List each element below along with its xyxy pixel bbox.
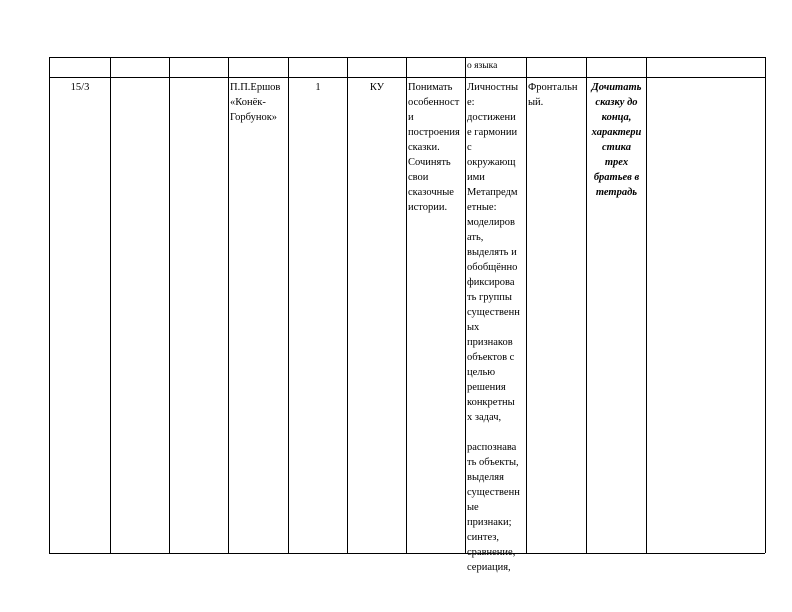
lesson-hours: 1 <box>315 82 321 93</box>
lesson-number: 15/3 <box>70 82 90 93</box>
column-border-0 <box>49 57 50 553</box>
lesson-topic: П.П.Ершов «Конёк- Горбунок» <box>230 82 281 123</box>
universal-learning-actions: Личностны е: достижени е гармонии с окружающ ими Метапредм етные: моделиров ать, выделять и обобщённо фиксирова ть группы существенн ых признаков объектов с целью решения конкретны х задач, распознава ть объекты, выделяя существенн ые признаки; синтез, сравнение, сериация, <box>467 82 520 573</box>
homework: Дочитать сказку до конца, характери стика трех братьев в тетрадь <box>591 82 642 198</box>
column-border-8 <box>526 57 527 553</box>
lesson-type: КУ <box>369 82 385 93</box>
column-border-5 <box>347 57 348 553</box>
subject-results: Понимать особенност и построения сказки. Сочинять свои сказочные истории. <box>408 82 460 213</box>
column-border-4 <box>288 57 289 553</box>
column-border-1 <box>110 57 111 553</box>
control-form: Фронтальн ый. <box>528 82 578 108</box>
column-border-2 <box>169 57 170 553</box>
column-border-10 <box>646 57 647 553</box>
column-border-3 <box>228 57 229 553</box>
table-bottom-border <box>49 553 765 554</box>
table-top-border <box>49 57 765 58</box>
column-border-11 <box>765 57 766 553</box>
header-row-bottom-border <box>49 77 765 78</box>
column-border-7 <box>465 57 466 553</box>
header-row-text: о языка <box>467 61 498 71</box>
column-border-6 <box>406 57 407 553</box>
